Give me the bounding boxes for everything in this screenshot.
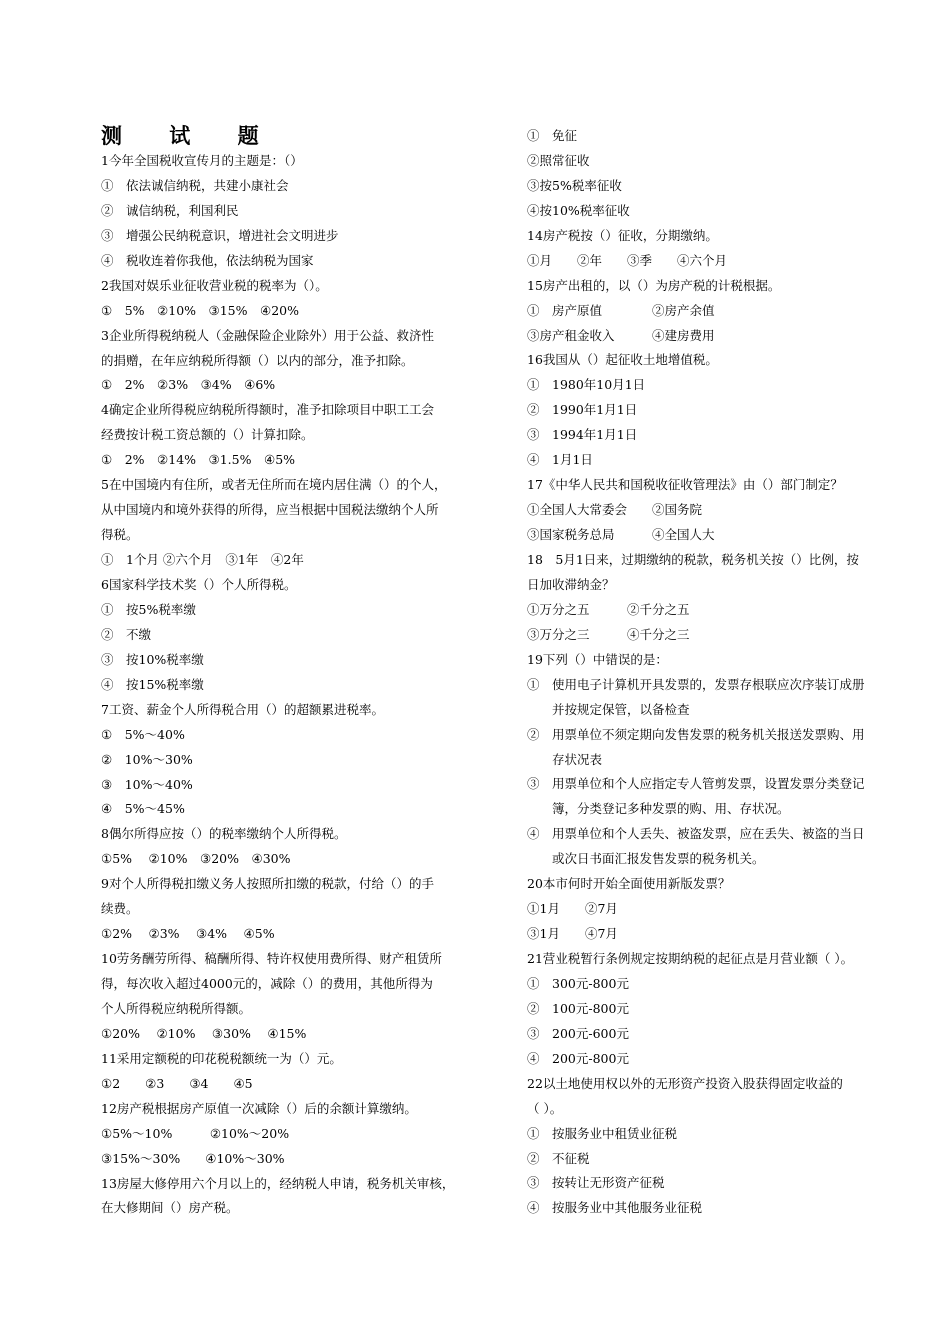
text-line: 2我国对娱乐业征收营业税的税率为（）。: [101, 277, 328, 293]
text-line: 20本市何时开始全面使用新版发票？: [527, 876, 731, 892]
text-line: ④按10%税率征收: [527, 202, 630, 218]
text-line: 21营业税暂行条例规定按期纳税的起征点是月营业额（ ）。: [527, 951, 854, 967]
text-line: ③ 10%～40%: [101, 776, 193, 792]
text-line: 得税。: [101, 527, 139, 543]
text-line: ①万分之五 ②千分之五: [527, 601, 690, 617]
text-line: 14房产税按（）征收，分期缴纳。: [527, 227, 718, 243]
text-line: 8偶尔所得应按（）的税率缴纳个人所得税。: [101, 826, 347, 842]
text-line: 18 5月1日来，过期缴纳的税款，税务机关按（）比例，按: [527, 551, 859, 567]
text-line: 12房产税根据房产原值一次减除（）后的余额计算缴纳。: [101, 1100, 417, 1116]
text-line: ①1月 ②7月: [527, 901, 618, 917]
page-title: 测 试 题: [101, 124, 279, 148]
text-line: ② 10%～30%: [101, 751, 193, 767]
text-line: ③ 用票单位和个人应指定专人管剪发票，设置发票分类登记: [527, 776, 865, 792]
text-line: ① 300元-800元: [527, 975, 629, 991]
text-line: 22以土地使用权以外的无形资产投资入股获得固定收益的: [527, 1075, 843, 1091]
text-line: ① 房产原值 ②房产余值: [527, 302, 715, 318]
text-line: ①20% ②10% ③30% ④15%: [101, 1025, 307, 1041]
text-line: ①2 ②3 ③4 ④5: [101, 1075, 253, 1091]
text-line: 16我国从（）起征收土地增值税。: [527, 352, 718, 368]
text-line: 个人所得税应纳税所得额。: [101, 1000, 252, 1016]
text-line: ① 5% ②10% ③15% ④20%: [101, 302, 300, 318]
text-line: ① 2% ②3% ③4% ④6%: [101, 377, 276, 393]
text-line: 5在中国境内有住所，或者无住所而在境内居住满（）的个人，: [101, 477, 447, 493]
text-line: 9对个人所得税扣缴义务人按照所扣缴的税款，付给（）的手: [101, 876, 434, 892]
text-line: 3企业所得税纳税人（金融保险企业除外）用于公益、救济性: [101, 327, 434, 343]
text-line: ② 不征税: [527, 1150, 590, 1166]
text-line: 15房产出租的，以（）为房产税的计税根据。: [527, 277, 781, 293]
text-line: 或次日书面汇报发售发票的税务机关。: [527, 851, 765, 867]
text-line: ④ 税收连着你我他，依法纳税为国家: [101, 252, 314, 268]
text-line: ① 2% ②14% ③1.5% ④5%: [101, 452, 296, 468]
text-line: ② 不缴: [101, 626, 152, 642]
text-line: 17《中华人民共和国税收征收管理法》由（）部门制定？: [527, 477, 843, 493]
text-line: ①2% ②3% ③4% ④5%: [101, 926, 275, 942]
text-line: 经费按计税工资总额的（）计算扣除。: [101, 427, 314, 443]
text-line: ③ 按10%税率缴: [101, 651, 204, 667]
text-line: ①5%～10% ②10%～20%: [101, 1125, 290, 1141]
text-line: ① 5%～40%: [101, 726, 185, 742]
text-line: ①月 ②年 ③季 ④六个月: [527, 252, 728, 268]
text-line: ④ 按15%税率缴: [101, 676, 204, 692]
text-line: 11采用定额税的印花税税额统一为（）元。: [101, 1050, 342, 1066]
text-line: ① 按5%税率缴: [101, 601, 196, 617]
text-line: ① 1个月 ②六个月 ③1年 ④2年: [101, 552, 304, 568]
text-line: 从中国境内和境外获得的所得，应当根据中国税法缴纳个人所: [101, 502, 439, 518]
text-line: ③房产租金收入 ④建房费用: [527, 327, 715, 343]
text-line: ④ 200元-800元: [527, 1050, 629, 1066]
text-line: ② 1990年1月1日: [527, 402, 638, 418]
text-line: ④ 按服务业中其他服务业征税: [527, 1200, 703, 1216]
text-line: 7工资、薪金个人所得税合用（）的超额累进税率。: [101, 701, 384, 717]
text-line: 日加收滞纳金？: [527, 576, 615, 592]
text-line: ③ 按转让无形资产征税: [527, 1175, 665, 1191]
text-line: 13房屋大修停用六个月以上的，经纳税人申请，税务机关审核，: [101, 1175, 455, 1191]
text-line: ①全国人大常委会 ②国务院: [527, 502, 703, 518]
text-line: 续费。: [101, 901, 139, 917]
text-line: 在大修期间（）房产税。: [101, 1200, 239, 1216]
text-line: ③万分之三 ④千分之三: [527, 626, 690, 642]
text-line: ① 依法诚信纳税，共建小康社会: [101, 177, 289, 193]
text-line: 的捐赠，在年应纳税所得额（）以内的部分，准予扣除。: [101, 352, 414, 368]
text-line: 存状况表: [527, 751, 603, 767]
text-line: 得，每次收入超过4000元的，减除（）的费用，其他所得为: [101, 976, 433, 992]
text-line: ④ 1月1日: [527, 452, 593, 468]
text-line: ① 1980年10月1日: [527, 377, 646, 393]
text-line: 并按规定保管，以备检查: [527, 701, 690, 717]
text-line: ②照常征收: [527, 152, 590, 168]
text-line: 6国家科学技术奖（）个人所得税。: [101, 576, 297, 592]
text-line: ① 使用电子计算机开具发票的，发票存根联应次序装订成册: [527, 676, 865, 692]
text-line: ③按5%税率征收: [527, 177, 622, 193]
text-line: 4确定企业所得税应纳税所得额时，准予扣除项目中职工工会: [101, 402, 434, 418]
text-line: ③1月 ④7月: [527, 926, 618, 942]
text-line: ③国家税务总局 ④全国人大: [527, 527, 715, 543]
text-line: ① 免征: [527, 128, 578, 143]
text-line: （ ）。: [527, 1100, 563, 1116]
text-line: ③ 200元-600元: [527, 1025, 629, 1041]
text-line: ④ 5%～45%: [101, 801, 185, 817]
text-line: ① 按服务业中租赁业征税: [527, 1125, 678, 1141]
text-line: 10劳务酬劳所得、稿酬所得、特许权使用费所得、财产租赁所: [101, 951, 442, 967]
text-line: ④ 用票单位和个人丢失、被盗发票，应在丢失、被盗的当日: [527, 826, 865, 842]
text-line: ② 用票单位不须定期向发售发票的税务机关报送发票购、用: [527, 726, 865, 742]
text-line: ③15%～30% ④10%～30%: [101, 1150, 285, 1166]
text-line: ③ 1994年1月1日: [527, 427, 638, 443]
text-line: ② 100元-800元: [527, 1000, 629, 1016]
text-line: 簿，分类登记多种发票的购、用、存状况。: [527, 801, 790, 817]
text-line: ② 诚信纳税，利国利民: [101, 202, 239, 218]
text-line: ③ 增强公民纳税意识，增进社会文明进步: [101, 227, 339, 243]
text-line: ①5% ②10% ③20% ④30%: [101, 851, 291, 867]
text-line: 19下列（）中错误的是：: [527, 651, 668, 667]
text-line: 1今年全国税收宣传月的主题是：（）: [101, 153, 303, 168]
